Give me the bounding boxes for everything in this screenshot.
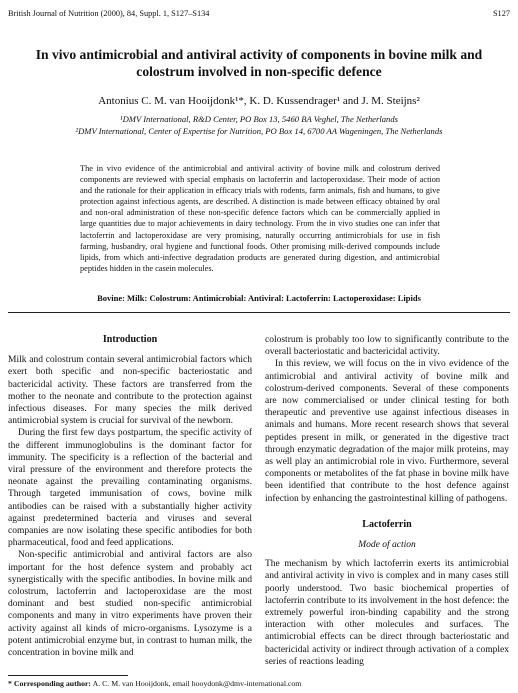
author-list: Antonius C. M. van Hooijdonk¹*, K. D. Kussendrager¹ and J. M. Steijns² — [98, 95, 420, 107]
footnote-text: A. C. M. van Hooijdonk, email hooydonk@dmv-international.com — [92, 679, 302, 688]
introduction-heading: Introduction — [102, 334, 158, 345]
footnote-label: * Corresponding author: — [8, 679, 92, 688]
footnote — [8, 679, 301, 688]
journal-citation: British Journal of Nutrition (2000), 84, Suppl. 1, S127–S134 — [8, 9, 210, 18]
paragraph: Milk and colostrum contain several antimicrobial factors which exert both specific and non-specific bacteriostatic and bactericidal activity. These factors are transferred from the mother to the neonate and contribute to the protection against infectious diseases. For many species the milk derived antimicrobial system is crucial for survival of the newborn. — [8, 355, 252, 427]
left-column — [8, 334, 252, 659]
running-head — [8, 9, 510, 18]
page-number: S127 — [492, 9, 510, 18]
paragraph: The mechanism by which lactoferrin exerts its antimicrobial and antiviral activity in vivo is complex and in many cases still poorly understood. Two basic biochemical properties of lactoferrin contribute to its involvement in the host defence: the extremely powerful iron-binding capability and the strong interaction with other molecules and surfaces. The antimicrobial effects can be direct through bacteriostatic and bactericidal activity or indirect through activation of a complex series of reactions leading — [265, 559, 509, 667]
paragraph: In this review, we will focus on the in vivo evidence of the antimicrobial and antiviral activity of bovine milk and colostrum-derived components. Several of these components are now commercialised or under clinical testing for both therapeutic and preventive use against infectious diseases in animals and humans. More recent research shows that several peptides present in milk, or generated in the digestive tract through enzymatic degradation of the major milk proteins, may as well play an antimicrobial role in vivo. Furthermore, several components or metabolites of the fat phase in bovine milk have been identified that contribute to the host defence against infection by enhancing the gastrointestinal killing of pathogens. — [265, 359, 509, 504]
right-column — [265, 334, 509, 668]
lactoferrin-heading: Lactoferrin — [362, 518, 412, 530]
divider — [8, 312, 510, 313]
paragraph: colostrum is probably too low to significantly contribute to the overall bacteriostatic and bactericidal activity. — [265, 335, 509, 358]
footnote-divider — [8, 675, 128, 676]
affiliation-1: ¹DMV International, R&D Center, PO Box 13, 5460 BA Veghel, The Netherlands — [120, 114, 398, 124]
mode-of-action-heading: Mode of action — [358, 540, 416, 551]
paragraph: During the first few days postpartum, the specific activity of the different immunoglobulins is the dominant factor for immunity. The specificity is a reflection of the bacterial and viral pressure of the environment and therefore protects the neonate against the prevailing contaminating organisms. Through targeted immunisation of cows, bovine milk antibodies can be raised with a substantially higher activity against predetermined bacteria and viruses and several companies are now isolating these specific antibodies for both pharmaceutical, food and feed applications. — [8, 428, 252, 549]
keywords: Bovine: Milk: Colostrum: Antimicrobial: Antiviral: Lactoferrin: Lactoperoxidase: Lipids — [97, 293, 421, 303]
paragraph: Non-specific antimicrobial and antiviral factors are also important for the host defence system and probably act synergistically with the specific antibodies. In bovine milk and colostrum, lactoferrin and lactoperoxidase are the most dominant and best studied non-specific antimicrobial components and many in vitro experiments have proven their activity against all kinds of micro-organisms. Lysozyme is a potent antimicrobial enzyme but, in contrast to human milk, the concentration in bovine milk and — [8, 550, 252, 659]
abstract: The in vivo evidence of the antimicrobial and antiviral activity of bovine milk and colostrum derived components are reviewed with special emphasis on lactoferrin and lactoperoxidase. Their mode of action and the rationale for their application in efficacy trials with rodents, farm animals, fish and humans, to give protection against infectious agents, are described. A distinction is made between efficacy obtained by oral and non-oral administration of these non-specific defence factors which can be commercially applied in large quantities due to major achievements in dairy technology. From the in vivo studies one can infer that lactoferrin and lactoperoxidase are very promising, naturally occurring antimicrobials for use in fish farming, husbandry, oral hygiene and functional foods. Other promising milk-derived compounds include lipids, from which anti-infective degradation products are generated during digestion, and antimicrobial peptides hidden in the casein molecules. — [80, 164, 440, 273]
affiliation-2: ²DMV International, Center of Expertise for Nutrition, PO Box 14, 6700 AA Wageningen, The Netherlands — [75, 126, 443, 136]
article-title: In vivo antimicrobial and antiviral activity of components in bovine milk and colostrum involved in non-specific defence — [35, 47, 483, 79]
